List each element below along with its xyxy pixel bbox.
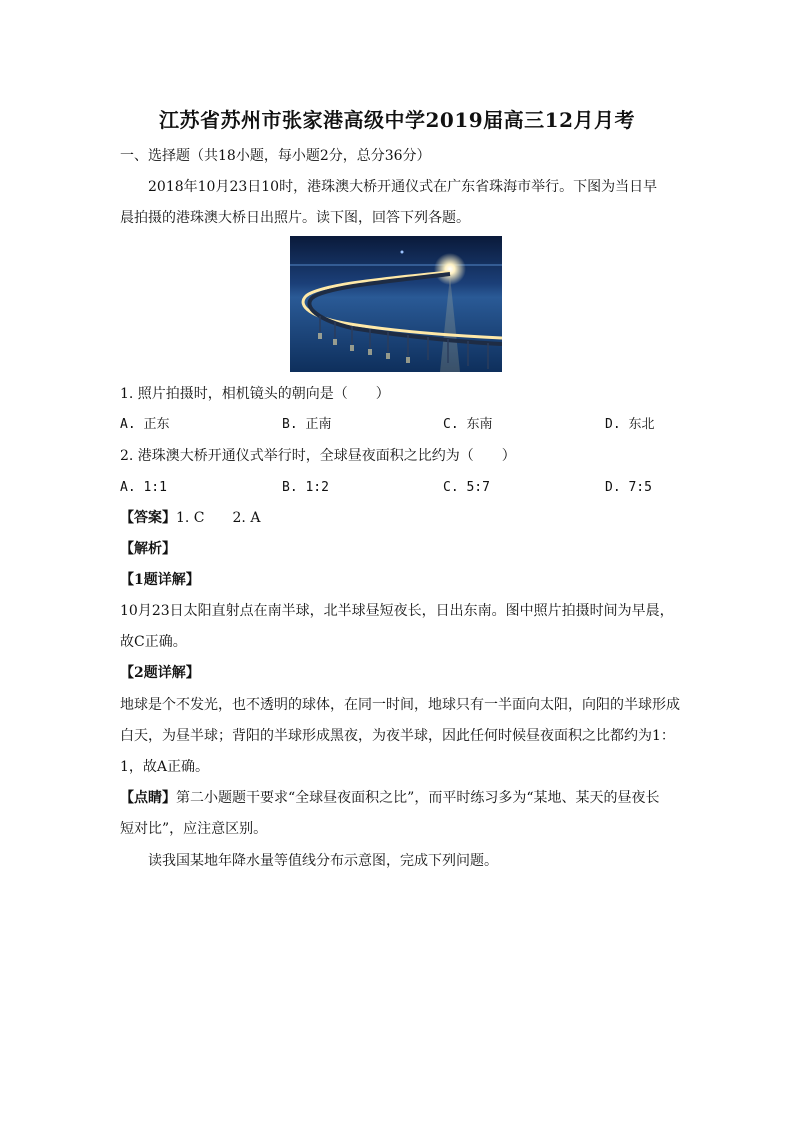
answer-label: 【答案】 [120, 510, 176, 526]
q1-option-a-key: A. [120, 417, 144, 432]
q2-option-a-key: A. [120, 480, 144, 495]
q2-option-d-key: D. [605, 480, 629, 495]
detail1-label: 【1题详解】 [120, 572, 200, 588]
q2-option-d-text: 7:5 [628, 480, 652, 495]
q1-option-b-text: 正南 [305, 417, 332, 432]
q1-option-d-key: D. [605, 417, 629, 432]
detail2-line-2: 白天，为昼半球；背阳的半球形成黑夜，为夜半球，因此任何时候昼夜面积之比都约为1： [120, 728, 675, 744]
tip-line-1 [120, 788, 680, 808]
page-title: 江苏省苏州市张家港高级中学2019届高三12月月考 [159, 108, 635, 132]
q2-stem: 2. 港珠澳大桥开通仪式举行时，全球昼夜面积之比约为（ ） [120, 448, 516, 464]
intro-line-1: 2018年10月23日10时，港珠澳大桥开通仪式在广东省珠海市举行。下图为当日早 [148, 179, 658, 195]
q1-stem: 1. 照片拍摄时，相机镜头的朝向是（ ） [120, 386, 390, 402]
detail2-line-1: 地球是个不发光，也不透明的球体，在同一时间，地球只有一半面向太阳，向阳的半球形成 [120, 697, 680, 713]
q2-option-b-text: 1:2 [305, 480, 329, 495]
next-question-intro: 读我国某地年降水量等值线分布示意图，完成下列问题。 [148, 853, 498, 869]
detail2-line-3: 1，故A正确。 [120, 759, 210, 775]
section-heading: 一、选择题（共18小题，每小题2分，总分36分） [120, 148, 431, 164]
q1-option-c-text: 东南 [466, 417, 493, 432]
q1-option-d-text: 东北 [628, 417, 655, 432]
q1-option-a-text: 正东 [143, 417, 170, 432]
tip-label: 【点睛】 [120, 790, 176, 806]
answer-line [120, 508, 680, 528]
q2-option-b-key: B. [282, 480, 306, 495]
q2-option-c-key: C. [443, 480, 467, 495]
tip-text-1: 第二小题题干要求“全球昼夜面积之比”，而平时练习多为“某地、某天的昼夜长 [176, 790, 660, 806]
q2-option-a-text: 1:1 [143, 480, 167, 495]
q1-option-d [605, 415, 655, 435]
q1-option-c [443, 415, 493, 435]
detail2-label: 【2题详解】 [120, 665, 200, 681]
q1-option-c-key: C. [443, 417, 467, 432]
q2-option-c-text: 5:7 [466, 480, 490, 495]
q2-option-d [605, 478, 652, 498]
q2-option-c [443, 478, 490, 498]
q2-option-a [120, 478, 167, 498]
intro-line-2: 晨拍摄的港珠澳大桥日出照片。读下图，回答下列各题。 [120, 210, 470, 226]
detail1-line-1: 10月23日太阳直射点在南半球，北半球昼短夜长，日出东南。图中照片拍摄时间为早晨， [120, 603, 674, 619]
answer-text: 1. C 2. A [176, 510, 261, 526]
detail1-line-2: 故C正确。 [120, 634, 187, 650]
analysis-label: 【解析】 [120, 541, 176, 557]
tip-line-2: 短对比”，应注意区别。 [120, 821, 268, 837]
q1-option-a [120, 415, 170, 435]
q1-option-b [282, 415, 332, 435]
bridge-sunrise-photo [290, 236, 502, 372]
q2-option-b [282, 478, 329, 498]
q1-option-b-key: B. [282, 417, 306, 432]
